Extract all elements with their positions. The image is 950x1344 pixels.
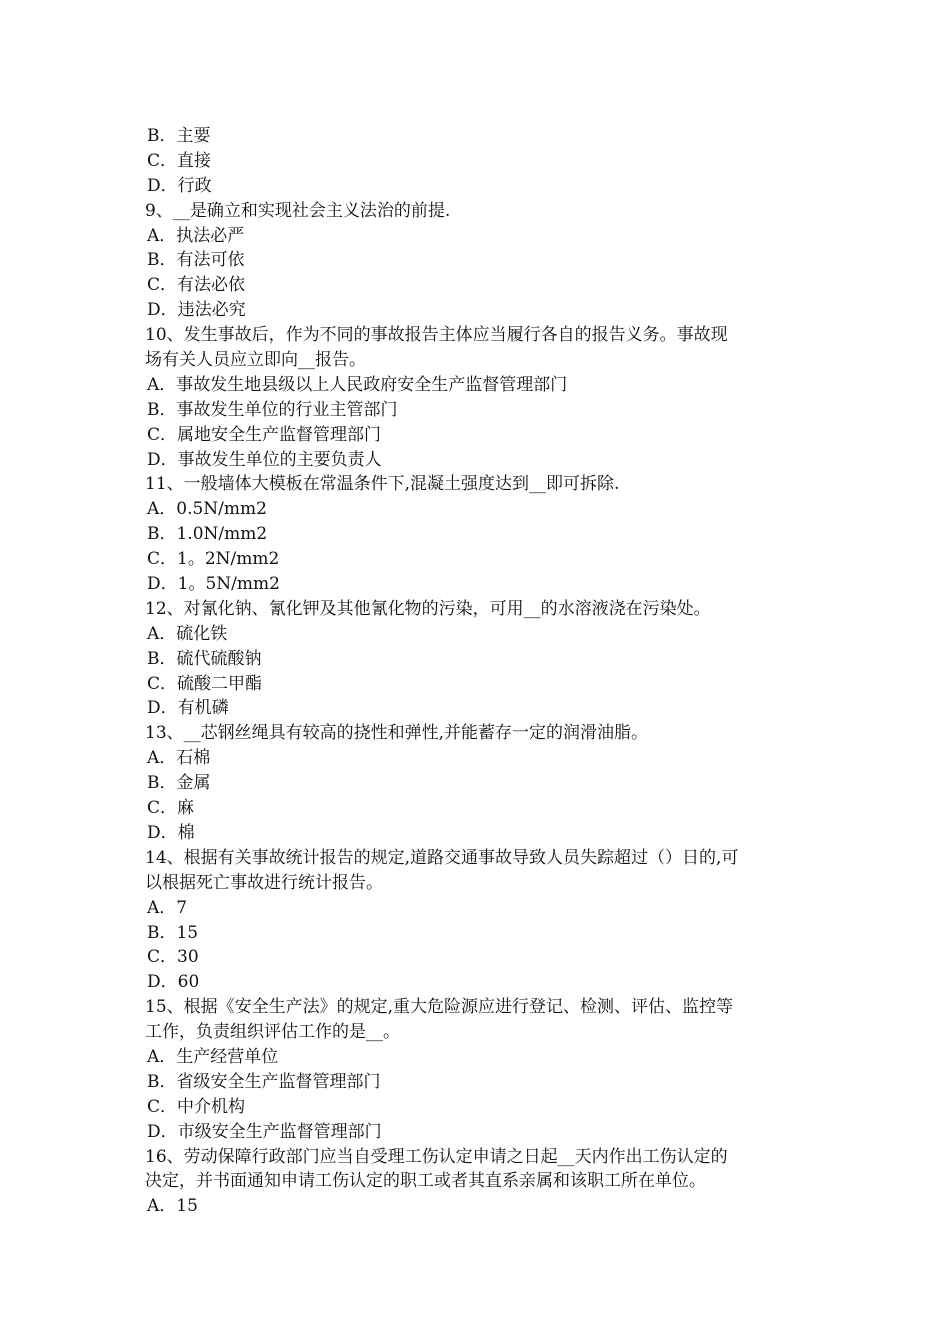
answer-option-line: B．主要 [147,126,211,146]
answer-option-line: A．生产经营单位 [147,1046,279,1067]
answer-option-line: D．1。5N/mm2 [147,574,280,595]
answer-option-line: A．0.5N/mm2 [147,499,267,520]
document-page [145,124,810,1219]
question-text-line: 11、一般墙体大模板在常温条件下,混凝土强度达到__即可拆除. [145,474,620,495]
question-text-line: 12、对氰化钠、氰化钾及其他氰化物的污染，可用__的水溶液浇在污染处。 [145,598,711,619]
answer-option-line: D．违法必究 [147,300,246,321]
answer-option-line: C．1。2N/mm2 [147,549,280,570]
answer-option-line: A．硫化铁 [147,623,228,644]
question-text-line: 9、__是确立和实现社会主义法治的前提. [145,200,451,221]
answer-option-line: C．硫酸二甲酯 [147,673,263,694]
question-text-line: 以根据死亡事故进行统计报告。 [145,872,383,893]
answer-option-line: B．有法可依 [147,250,245,271]
question-text-line: 15、根据《安全生产法》的规定,重大危险源应进行登记、检测、评估、监控等 [145,997,734,1018]
question-text-line: 14、根据有关事故统计报告的规定,道路交通事故导致人员失踪超过（）日的,可 [145,847,739,868]
question-text-line: 决定，并书面通知申请工伤认定的职工或者其直系亲属和该职工所在单位。 [145,1171,706,1192]
answer-option-line: A．事故发生地县级以上人民政府安全生产监督管理部门 [147,374,568,395]
answer-option-line: D．市级安全生产监督管理部门 [147,1121,382,1142]
answer-option-line: B．金属 [147,773,211,794]
answer-option-line: C．中介机构 [147,1096,246,1117]
answer-option-line: B．1.0N/mm2 [147,524,268,545]
answer-option-line: C．属地安全生产监督管理部门 [147,424,382,445]
question-text-line: 工作，负责组织评估工作的是__。 [145,1022,400,1043]
answer-option-line: A．执法必严 [147,225,245,246]
answer-option-line: D．有机磷 [147,698,229,719]
answer-option-line: D．棉 [147,822,195,843]
answer-option-line: B．事故发生单位的行业主管部门 [147,399,398,420]
answer-option-line: D．事故发生单位的主要负责人 [147,449,382,470]
answer-option-line: B．省级安全生产监督管理部门 [147,1071,381,1092]
question-text-line: 13、__芯钢丝绳具有较高的挠性和弹性,并能蓄存一定的润滑油脂。 [145,723,649,744]
question-text-line: 场有关人员应立即向__报告。 [145,350,366,371]
question-text-line: 10、发生事故后，作为不同的事故报告主体应当履行各自的报告义务。事故现 [145,325,728,346]
answer-option-line: B．15 [147,922,199,943]
answer-option-line: C．麻 [147,798,195,819]
answer-option-line: A．15 [147,1196,198,1217]
answer-option-line: B．硫代硫酸钠 [147,648,262,669]
answer-option-line: D．60 [147,972,200,993]
answer-option-line: A．石棉 [147,748,211,769]
question-text-line: 16、劳动保障行政部门应当自受理工伤认定申请之日起__天内作出工伤认定的 [145,1146,728,1167]
answer-option-line: C．直接 [147,150,212,171]
answer-option-line: C．有法必依 [147,275,246,296]
answer-option-line: C．30 [147,947,199,968]
answer-option-line: A．7 [147,897,188,918]
answer-option-line: D．行政 [147,175,212,196]
